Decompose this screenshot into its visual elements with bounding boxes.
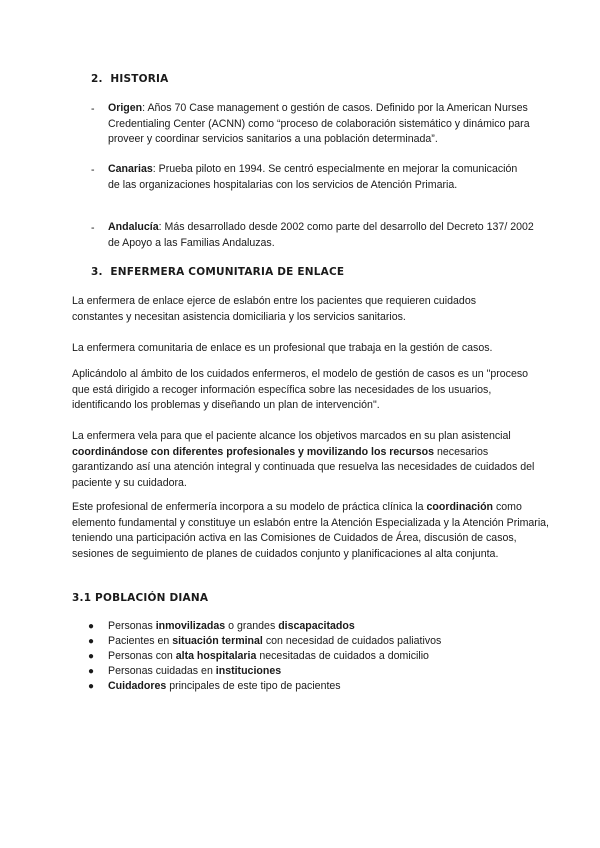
item-text: Personas xyxy=(108,620,156,632)
item-bold: Cuidadores xyxy=(108,680,167,692)
paragraph-4-bold: coordinándose con diferentes profesionales y movilizando los recursos xyxy=(72,445,435,458)
section-heading-poblacion: 3.1 POBLACIÓN DIANA xyxy=(72,592,209,604)
section-number: 3. xyxy=(91,266,103,278)
history-label: Canarias xyxy=(108,163,153,175)
item-text: Personas cuidadas en xyxy=(108,665,216,677)
dash-bullet: - xyxy=(91,103,95,115)
paragraph-5 xyxy=(72,500,550,562)
item-bold: situación terminal xyxy=(172,635,263,647)
item-text: Personas con xyxy=(108,650,176,662)
history-text: : Más desarrollado desde 2002 como parte del desarrollo del Decreto 137/ 2002 de Apoyo a las Familias Andaluzas. xyxy=(108,221,534,249)
item-bold: inmovilizadas xyxy=(155,620,226,632)
bullet-icon: ● xyxy=(88,636,95,647)
bullet-icon: ● xyxy=(88,666,95,677)
population-item xyxy=(108,649,538,665)
item-bold: alta hospitalaria xyxy=(175,650,257,662)
population-item xyxy=(108,634,538,650)
history-item-origen xyxy=(108,101,538,148)
item-text: o grandes xyxy=(225,620,279,632)
item-bold: discapacitados xyxy=(278,620,355,632)
dash-bullet: - xyxy=(91,164,95,176)
bullet-icon: ● xyxy=(88,651,95,662)
paragraph-1: La enfermera de enlace ejerce de eslabón entre los pacientes que requieren cuidados constantes y necesitan asistencia domiciliaria y los servicios sanitarios. xyxy=(72,295,477,323)
population-item xyxy=(108,679,538,695)
history-text: : Años 70 Case management o gestión de casos. Definido por la American Nurses Credentialing Center (ACNN) como “proceso de colaboración sistemático y dinámico para proveer y coordinar servicios sanitarios a una población determinada”. xyxy=(108,102,530,146)
section-title: ENFERMERA COMUNITARIA DE ENLACE xyxy=(110,266,345,278)
paragraph-4-end: necesarios garantizando así una atención integral y continuada que resuelva las necesidades de cuidados del paciente y su cuidadora. xyxy=(72,445,535,489)
history-label: Origen xyxy=(108,102,143,114)
population-item xyxy=(108,664,538,680)
section-heading-historia xyxy=(91,73,169,85)
section-title: HISTORIA xyxy=(110,73,169,85)
population-item xyxy=(108,619,538,635)
paragraph-5-start: Este profesional de enfermería incorpora a su modelo de práctica clínica la xyxy=(72,501,427,513)
paragraph-4 xyxy=(72,429,548,491)
history-label: Andalucía xyxy=(108,221,159,233)
item-text: con necesidad de cuidados paliativos xyxy=(262,635,442,647)
section-heading-enfermera xyxy=(91,266,344,278)
history-item-canarias xyxy=(108,162,528,193)
history-text: : Prueba piloto en 1994. Se centró especialmente en mejorar la comunicación de las organizaciones hospitalarias con los servicios de Atención Primaria. xyxy=(108,163,518,191)
paragraph-5-bold: coordinación xyxy=(426,501,494,513)
paragraph-3: Aplicándolo al ámbito de los cuidados enfermeros, el modelo de gestión de casos es un "proceso que está dirigido a recoger información específica sobre las necesidades de los usuarios, identificando los problemas y diseñando un plan de intervención". xyxy=(72,368,529,412)
bullet-icon: ● xyxy=(88,681,95,692)
paragraph-5-end: como elemento fundamental y constituye un eslabón entre la Atención Especializada y la Atención Primaria, teniendo una participación activa en las Comisiones de Cuidados de Área, discusión de casos, sesiones de seguimiento de planes de cuidados conjunto y planificaciones al alta conjunta. xyxy=(72,501,550,560)
item-bold: instituciones xyxy=(215,665,282,677)
dash-bullet: - xyxy=(91,222,95,234)
paragraph-2: La enfermera comunitaria de enlace es un profesional que trabaja en la gestión de casos. xyxy=(72,342,493,354)
history-item-andalucia xyxy=(108,220,540,251)
paragraph-4-start: La enfermera vela para que el paciente alcance los objetivos marcados en su plan asistencial xyxy=(72,430,511,442)
item-text: principales de este tipo de pacientes xyxy=(166,680,341,692)
section-number: 2. xyxy=(91,73,103,85)
bullet-icon: ● xyxy=(88,621,95,632)
item-text: necesitadas de cuidados a domicilio xyxy=(256,650,429,662)
item-text: Pacientes en xyxy=(108,635,173,647)
